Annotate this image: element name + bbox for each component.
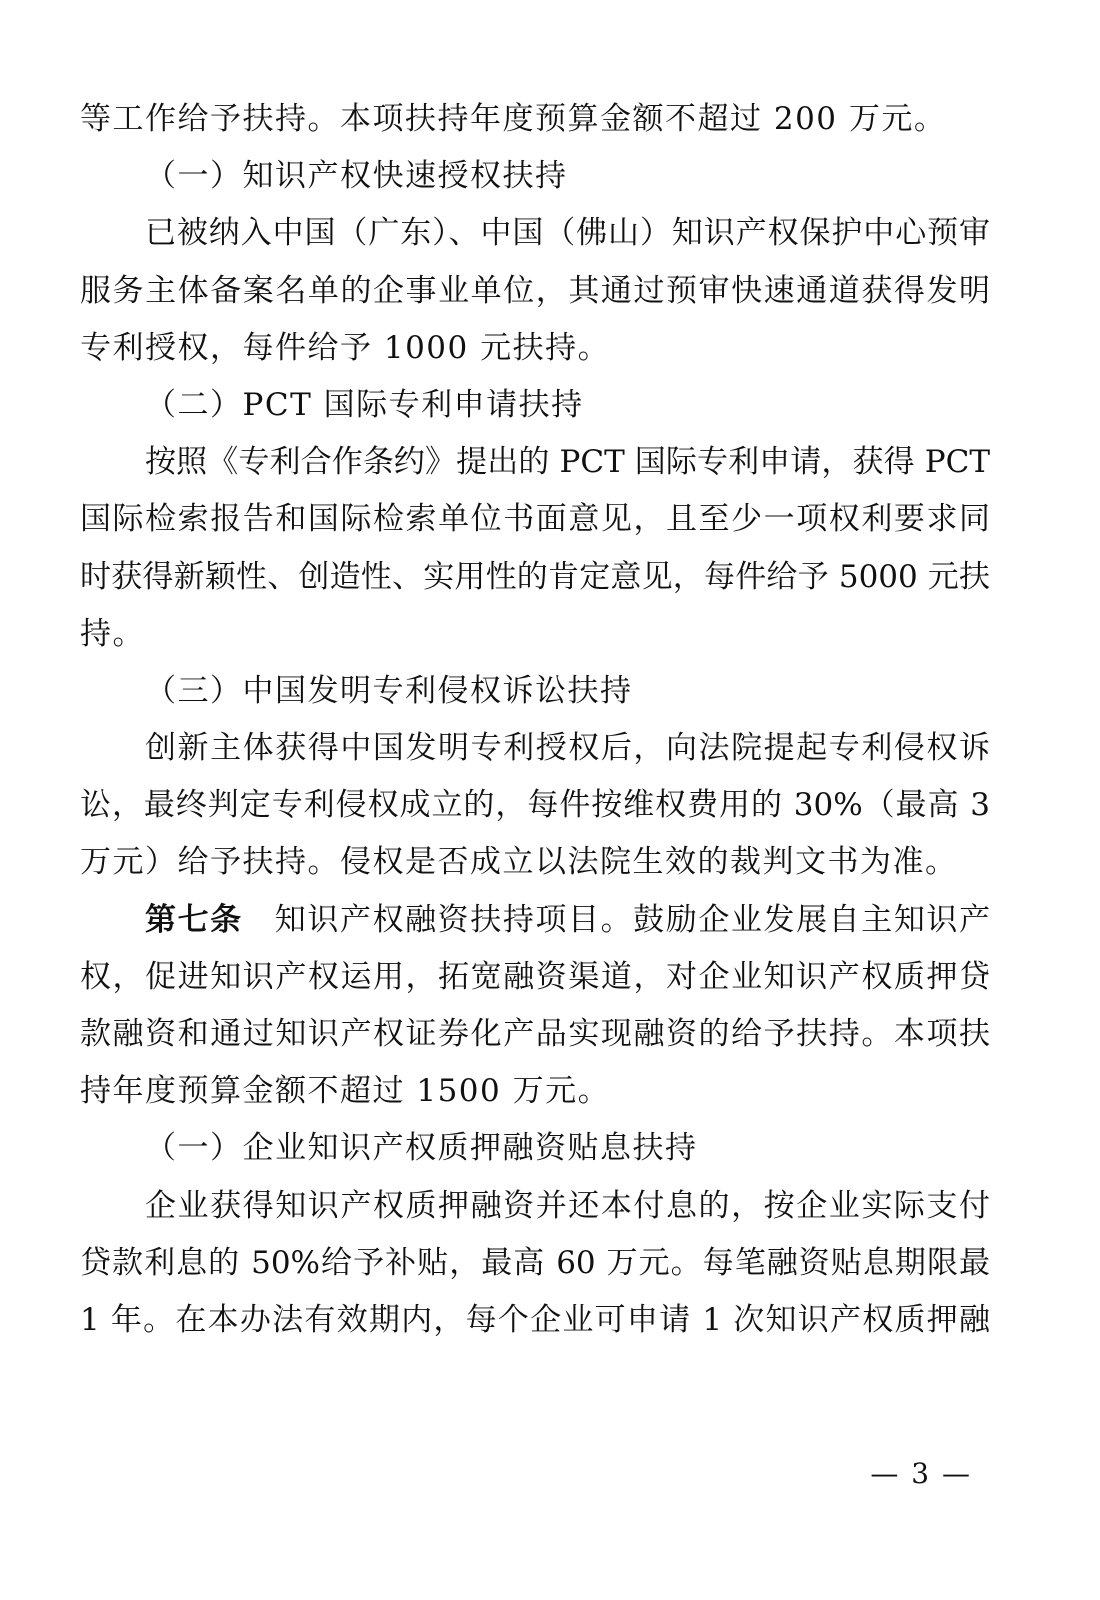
paragraph-line: 万元）给予扶持。侵权是否成立以法院生效的裁判文书为准。 xyxy=(80,844,958,881)
subsection-heading-pct-application: （二）PCT 国际专利申请扶持 xyxy=(145,386,584,423)
paragraph-line: 1 年。在本办法有效期内，每个企业可申请 1 次知识产权质押融 xyxy=(80,1301,990,1338)
article-first-line xyxy=(80,892,990,949)
article-label: 第七条 xyxy=(145,901,243,938)
paragraph-line: 按照《专利合作条约》提出的 PCT 国际专利申请，获得 PCT xyxy=(145,444,990,481)
paragraph-line: 已被纳入中国（广东）、中国（佛山）知识产权保护中心预审 xyxy=(145,215,990,252)
paragraph-line: 专利授权，每件给予 1000 元扶持。 xyxy=(80,329,611,366)
subsection-pledge-financing-subsidy xyxy=(80,1120,990,1349)
paragraph-line: 讼，最终判定专利侵权成立的，每件按维权费用的 30%（最高 3 xyxy=(80,787,990,824)
subsection-rapid-grant xyxy=(80,148,990,377)
article-line-text: 知识产权融资扶持项目。鼓励企业发展自主知识产 xyxy=(274,901,990,938)
paragraph-line: 时获得新颖性、创造性、实用性的肯定意见，每件给予 5000 元扶 xyxy=(80,558,990,595)
subsection-heading-infringement-litigation: （三）中国发明专利侵权诉讼扶持 xyxy=(145,672,633,709)
paragraph-line: 贷款利息的 50%给予补贴，最高 60 万元。每笔融资贴息期限最 xyxy=(80,1244,990,1281)
paragraph-line: 企业获得知识产权质押融资并还本付息的，按企业实际支付 xyxy=(145,1187,990,1224)
subsection-heading-rapid-grant: （一）知识产权快速授权扶持 xyxy=(145,158,568,195)
subsection-heading-pledge-financing-subsidy: （一）企业知识产权质押融资贴息扶持 xyxy=(145,1130,698,1167)
subsection-infringement-litigation xyxy=(80,663,990,892)
document-body xyxy=(80,91,990,1349)
page-number: — 3 — xyxy=(870,1457,972,1490)
paragraph-line: 创新主体获得中国发明专利授权后，向法院提起专利侵权诉 xyxy=(145,730,990,767)
paragraph-line: 持。 xyxy=(80,615,145,652)
paragraph-line: 国际检索报告和国际检索单位书面意见，且至少一项权利要求同 xyxy=(80,501,990,538)
paragraph-line: 款融资和通过知识产权证券化产品实现融资的给予扶持。本项扶 xyxy=(80,1016,990,1052)
subsection-pct-application xyxy=(80,377,990,663)
paragraph-line: 持年度预算金额不超过 1500 万元。 xyxy=(80,1073,611,1110)
paragraph-line: 权，促进知识产权运用，拓宽融资渠道，对企业知识产权质押贷 xyxy=(80,958,990,995)
continued-paragraph-line: 等工作给予扶持。本项扶持年度预算金额不超过 200 万元。 xyxy=(80,101,947,137)
article-seven xyxy=(80,892,990,1350)
paragraph-line: 服务主体备案名单的企事业单位，其通过预审快速通道获得发明 xyxy=(80,272,990,309)
